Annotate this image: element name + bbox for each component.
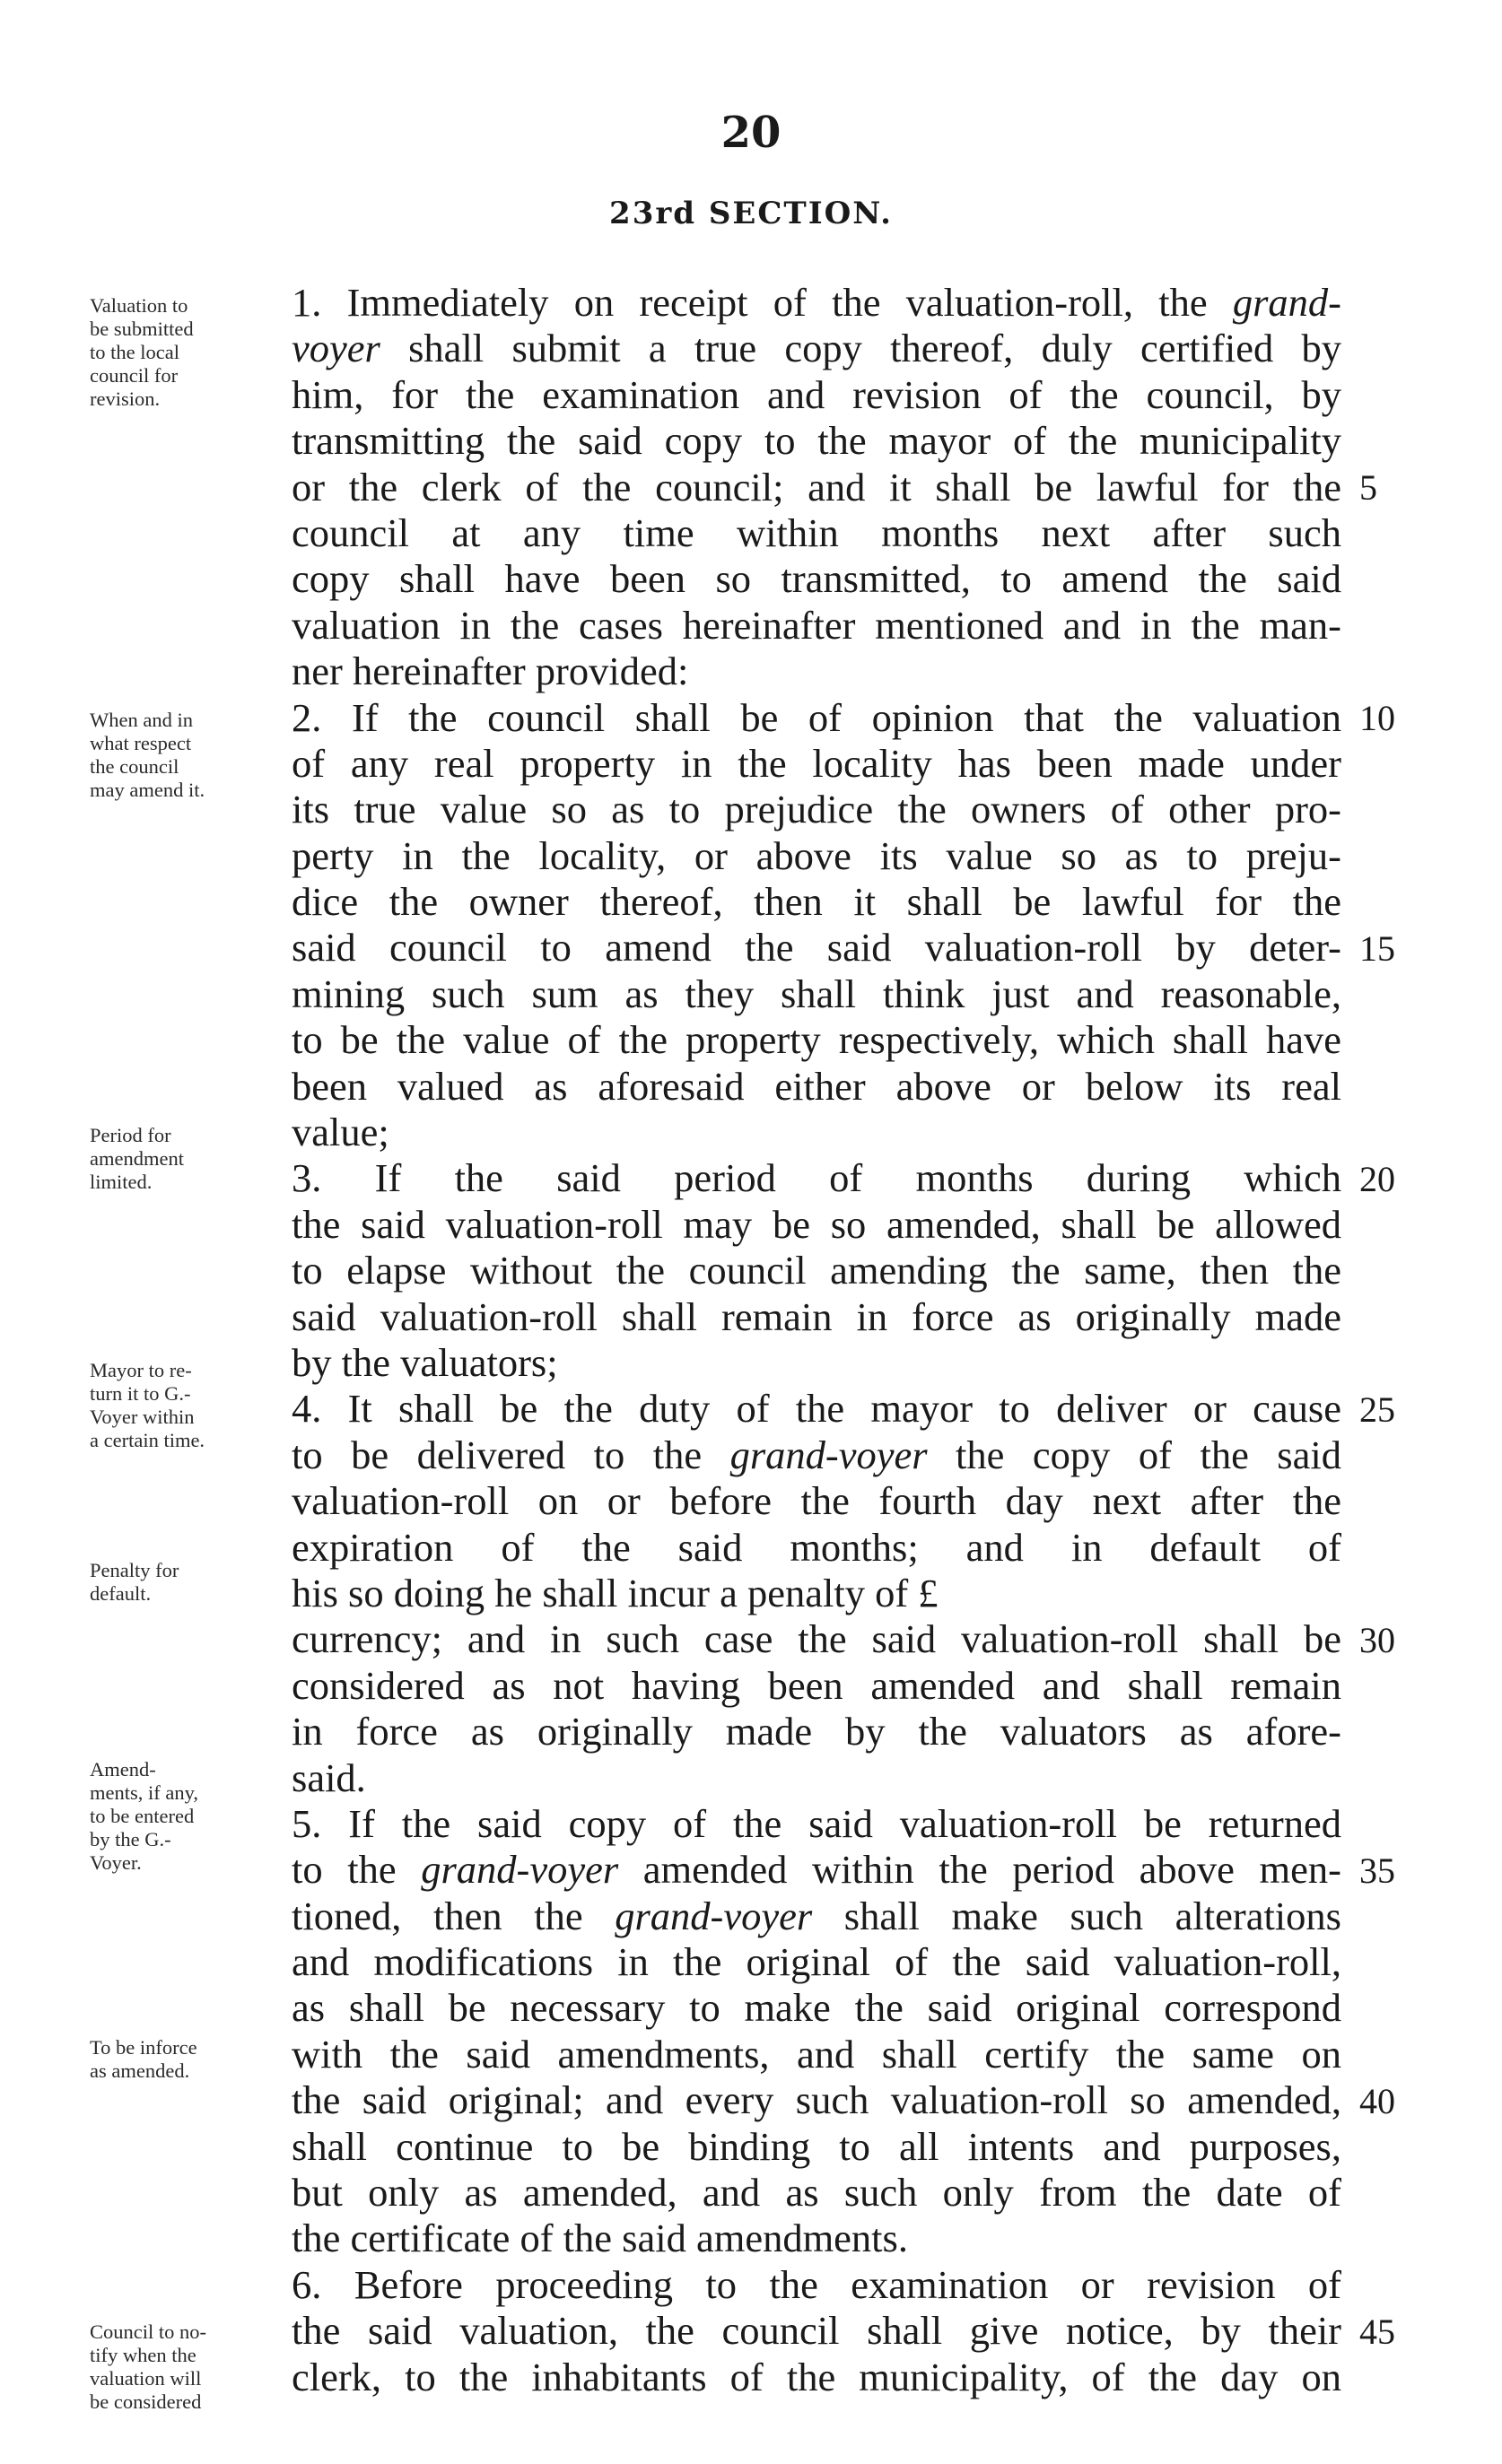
line-number: 40 [1359, 2080, 1395, 2121]
margin-note-period-limited: Period for amendment limited. [90, 1124, 184, 1193]
text-line: been valued as aforesaid either above or below its real [292, 1063, 1341, 1109]
text-line: in force as originally made by the valuators as afore- [292, 1709, 1341, 1754]
text-line: to be delivered to the grand-voyer the copy of the said [292, 1432, 1341, 1477]
page-number: 20 [720, 108, 782, 158]
text-line: said valuation-roll shall remain in force as originally made [292, 1293, 1341, 1339]
text-line: with the said amendments, and shall certify the same on [292, 2031, 1341, 2077]
text-line: to the grand-voyer amended within the period above men- [292, 1847, 1341, 1893]
text-line: transmitting the said copy to the mayor of the municipality [292, 418, 1341, 464]
line-number: 10 [1359, 697, 1395, 738]
section-body [292, 280, 1341, 2400]
text-line: copy shall have been so transmitted, to amend the said [292, 556, 1341, 602]
margin-note-council-notify: Council to no- tify when the valuation will be considered [90, 2320, 206, 2413]
text-line: to be the value of the property respectively, which shall have [292, 1017, 1341, 1063]
text-line: his so doing he shall incur a penalty of £ [292, 1570, 939, 1615]
text-line: as shall be necessary to make the said original correspond [292, 1985, 1341, 2031]
text-line: shall continue to be binding to all intents and purposes, [292, 2123, 1341, 2169]
text-line: by the valuators; [292, 1339, 558, 1385]
text-line: and modifications in the original of the said valuation-roll, [292, 1939, 1341, 1985]
text-line: considered as not having been amended and shall remain [292, 1662, 1341, 1708]
text-line: perty in the locality, or above its value so as to preju- [292, 832, 1341, 878]
line-number: 35 [1359, 1850, 1395, 1891]
text-line: 2. If the council shall be of opinion that the valuation [292, 694, 1341, 740]
text-line: to elapse without the council amending the same, then the [292, 1248, 1341, 1293]
text-line: mining such sum as they shall think just and reasonable, [292, 971, 1341, 1016]
line-number: 5 [1359, 466, 1377, 508]
text-line: 3. If the said period of months during which [292, 1155, 1341, 1201]
text-line: its true value so as to prejudice the owners of other pro- [292, 787, 1341, 832]
text-line: the certificate of the said amendments. [292, 2216, 908, 2261]
text-line: ner hereinafter provided: [292, 649, 689, 694]
text-line: said council to amend the said valuation-roll by deter- [292, 925, 1341, 971]
text-line: voyer shall submit a true copy thereof, duly certified by [292, 326, 1341, 371]
text-line: the said valuation, the council shall give notice, by their [292, 2308, 1341, 2354]
text-line: value; [292, 1110, 389, 1155]
line-number: 20 [1359, 1158, 1395, 1199]
margin-note-mayor-return: Mayor to re- turn it to G.- Voyer within a certain time. [90, 1359, 205, 1451]
text-line: said. [292, 1754, 366, 1800]
line-number: 45 [1359, 2311, 1395, 2352]
text-line: valuation-roll on or before the fourth day next after the [292, 1478, 1341, 1524]
text-line: 4. It shall be the duty of the mayor to deliver or cause [292, 1386, 1341, 1432]
text-line: 5. If the said copy of the said valuation-roll be returned [292, 1800, 1341, 1846]
section-heading: 23rd SECTION. [609, 196, 893, 231]
line-number: 15 [1359, 927, 1395, 969]
text-line: 1. Immediately on receipt of the valuation-roll, the grand- [292, 280, 1341, 325]
text-line: but only as amended, and as such only from the date of [292, 2170, 1341, 2216]
text-line: 6. Before proceeding to the examination or revision of [292, 2261, 1341, 2307]
line-number: 30 [1359, 1619, 1395, 1660]
text-line: expiration of the said months; and in default of [292, 1524, 1341, 1570]
text-line: him, for the examination and revision of the council, by [292, 371, 1341, 417]
text-line: or the clerk of the council; and it shall be lawful for the [292, 464, 1341, 509]
text-line: the said valuation-roll may be so amended, shall be allowed [292, 1201, 1341, 1247]
text-line: valuation in the cases hereinafter mentioned and in the man- [292, 602, 1341, 648]
text-line: council at any time within months next after such [292, 509, 1341, 555]
margin-note-inforce-amended: To be inforce as amended. [90, 2036, 197, 2082]
margin-note-valuation-submitted: Valuation to be submitted to the local council for revision. [90, 294, 194, 410]
line-number: 25 [1359, 1389, 1395, 1430]
margin-note-penalty: Penalty for default. [90, 1559, 179, 1605]
text-line: clerk, to the inhabitants of the municipality, of the day on [292, 2354, 1341, 2399]
text-line: the said original; and every such valuation-roll so amended, [292, 2077, 1341, 2123]
text-line: tioned, then the grand-voyer shall make such alterations [292, 1893, 1341, 1938]
text-line: currency; and in such case the said valuation-roll shall be [292, 1616, 1341, 1662]
margin-note-amendments: Amend- ments, if any, to be entered by the G.- Voyer. [90, 1758, 199, 1874]
text-line: dice the owner thereof, then it shall be lawful for the [292, 879, 1341, 925]
text-line: of any real property in the locality has been made under [292, 740, 1341, 786]
margin-note-council-may-amend: When and in what respect the council may amend it. [90, 709, 205, 801]
